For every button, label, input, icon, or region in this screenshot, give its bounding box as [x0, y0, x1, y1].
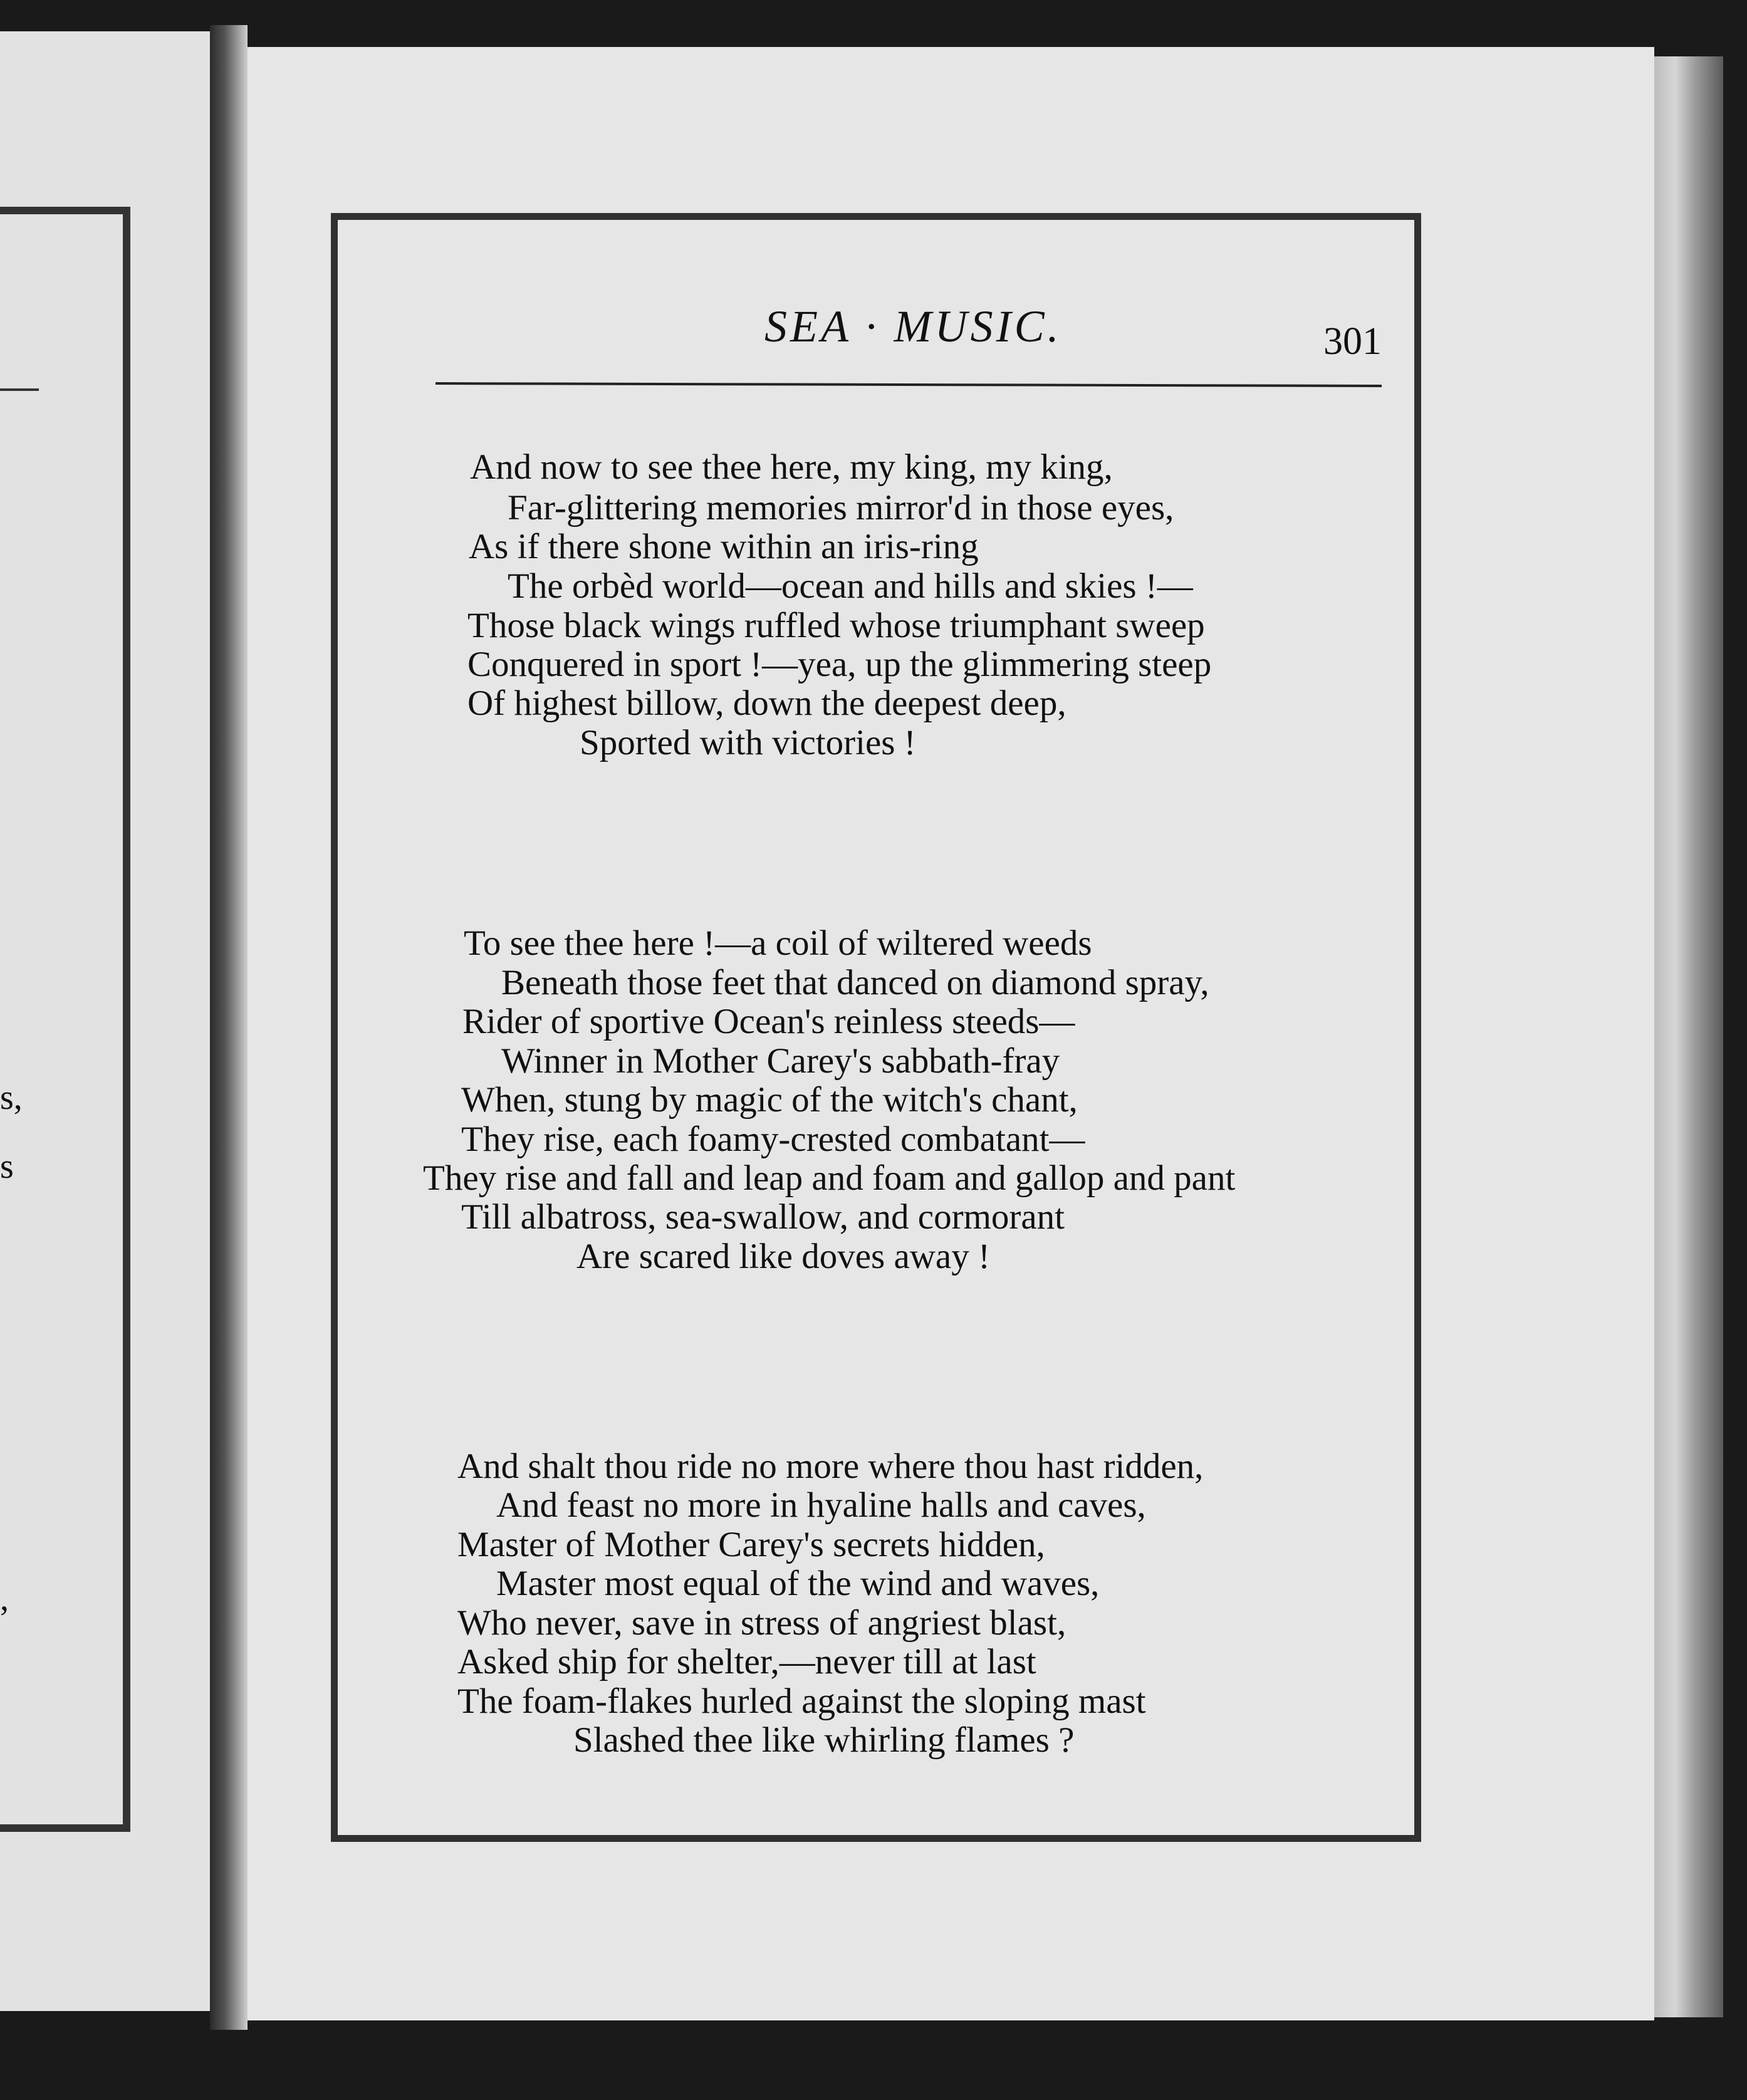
page-number: 301 — [1323, 320, 1382, 363]
poem-line: And now to see thee here, my king, my king, — [470, 447, 1113, 487]
left-page-rule — [0, 388, 39, 391]
left-page-fragment: s — [0, 1147, 14, 1186]
left-page-fragment: , — [0, 1579, 9, 1618]
poem-line: Sported with victories ! — [580, 723, 916, 762]
poem-line: When, stung by magic of the witch's chant, — [461, 1080, 1078, 1120]
poem-line: Rider of sportive Ocean's reinless steeds— — [462, 1002, 1075, 1041]
poem-line: Till albatross, sea-swallow, and cormorant — [461, 1197, 1065, 1237]
left-page-frame — [0, 207, 130, 1832]
poem-line: Winner in Mother Carey's sabbath-fray — [501, 1041, 1060, 1081]
running-head: SEA · MUSIC. — [764, 301, 1062, 351]
left-page-fragment: s, — [0, 1078, 23, 1117]
poem-line: Master of Mother Carey's secrets hidden, — [457, 1525, 1045, 1564]
book-gutter — [210, 25, 248, 2030]
poem-line: They rise and fall and leap and foam and gallop and pant — [423, 1158, 1236, 1198]
page-edges — [1654, 56, 1723, 2017]
poem-line: To see thee here !—a coil of wiltered weeds — [464, 923, 1092, 963]
poem-line: The foam-flakes hurled against the sloping mast — [457, 1682, 1146, 1721]
left-page — [0, 31, 214, 2011]
poem-line: Of highest billow, down the deepest deep, — [467, 684, 1066, 723]
poem-line: Master most equal of the wind and waves, — [496, 1564, 1100, 1603]
poem-line: Asked ship for shelter,—never till at last — [457, 1642, 1036, 1682]
poem-line: Those black wings ruffled whose triumphant sweep — [467, 606, 1205, 645]
poem-line: And feast no more in hyaline halls and caves, — [496, 1485, 1146, 1525]
poem-line: Beneath those feet that danced on diamond spray, — [501, 963, 1209, 1002]
poem-line: Are scared like doves away ! — [576, 1237, 990, 1276]
poem-line: Far-glittering memories mirror'd in those eyes, — [508, 488, 1174, 528]
poem-line: Slashed thee like whirling flames ? — [573, 1720, 1075, 1760]
poem-line: The orbèd world—ocean and hills and skies !— — [508, 566, 1193, 606]
poem-line: As if there shone within an iris-ring — [469, 527, 979, 566]
poem-line: They rise, each foamy-crested combatant— — [461, 1120, 1085, 1159]
poem-line: And shalt thou ride no more where thou hast ridden, — [457, 1447, 1204, 1486]
poem-line: Who never, save in stress of angriest blast, — [457, 1603, 1066, 1643]
poem-line: Conquered in sport !—yea, up the glimmering steep — [467, 645, 1212, 684]
